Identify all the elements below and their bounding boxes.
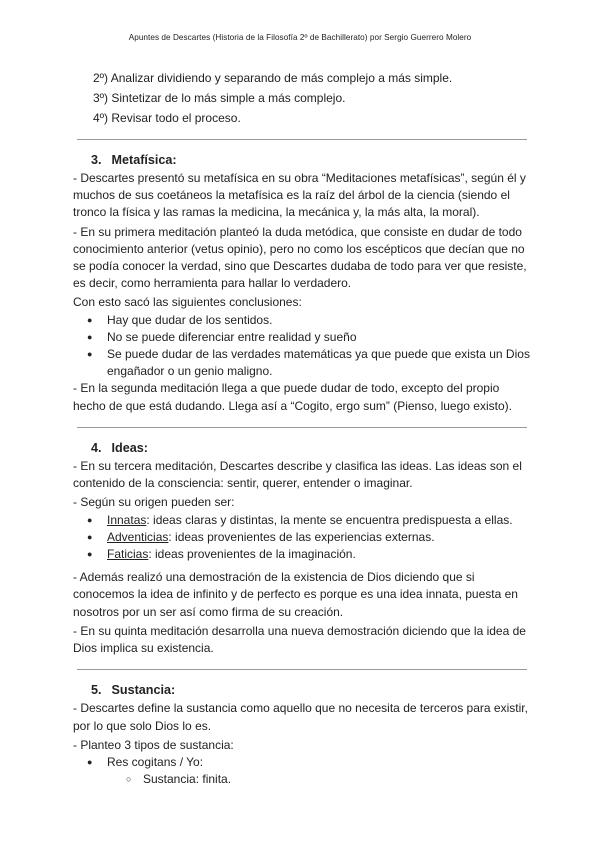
- list-item: ● No se puede diferenciar entre realidad y sueño: [73, 329, 533, 346]
- section-ideas: [73, 440, 533, 657]
- list-item: ● Hay que dudar de los sentidos.: [73, 312, 533, 329]
- page-header: Apuntes de Descartes (Historia de la Filosofía 2º de Bachillerato) por Sergio Guerrero Molero: [128, 33, 472, 42]
- document-body: [73, 70, 533, 789]
- list-item: [73, 546, 533, 563]
- paragraph: - En su quinta meditación desarrolla una nueva demostración diciendo que la idea de Dios implica su existencia.: [73, 623, 526, 656]
- list-item: ● Res cogitans / Yo:: [73, 754, 533, 771]
- step-2: 2º) Analizar dividiendo y separando de más complejo a más simple.: [93, 71, 453, 85]
- paragraph: - Descartes define la sustancia como aquello que no necesita de terceros para existir, por lo que solo Dios lo es.: [73, 701, 528, 733]
- list-item: ○ Sustancia: finita.: [73, 771, 533, 788]
- method-steps: [73, 70, 533, 127]
- section-heading: Sustancia:: [111, 683, 176, 698]
- list-item: [73, 529, 533, 546]
- section-metafisica: [73, 152, 533, 415]
- idea-description: : ideas provenientes de las experiencias externas.: [168, 529, 435, 544]
- paragraph: - Además realizó una demostración de la existencia de Dios diciendo que si conocemos la idea de infinito y de perfecto es porque es una idea innata, puesta en nosotros por un ser así como firma de su creación.: [73, 570, 518, 619]
- idea-types-list: [73, 512, 533, 564]
- step-4: 4º) Revisar todo el proceso.: [93, 110, 241, 125]
- section-divider: [77, 669, 527, 670]
- paragraph: - Descartes presentó su metafísica en su obra “Meditaciones metafísicas”, según él y muchos de sus coetáneos la metafísica es la raíz del árbol de la ciencia (siendo el tronco la física y las ramas la medicina, la mecánica y, la más alta, la moral).: [73, 171, 526, 220]
- idea-description: : ideas claras y distintas, la mente se encuentra predispuesta a ellas.: [146, 512, 513, 527]
- section-divider: [77, 139, 527, 140]
- idea-term: Innatas: [107, 512, 147, 527]
- substance-list: [73, 754, 533, 771]
- idea-term: Faticias: [107, 547, 149, 562]
- section-title: [73, 152, 533, 169]
- section-number: 4.: [91, 440, 102, 455]
- section-heading: Ideas:: [111, 440, 148, 455]
- section-title: [73, 682, 533, 699]
- section-sustancia: [73, 682, 533, 788]
- paragraph: - Según su origen pueden ser:: [73, 495, 235, 510]
- list-item: [73, 512, 533, 529]
- section-title: [73, 440, 533, 457]
- idea-term: Adventicias: [107, 529, 169, 544]
- paragraph: - En su tercera meditación, Descartes describe y clasifica las ideas. Las ideas son el contenido de la consciencia: sentir, querer, entender o imaginar.: [73, 459, 522, 491]
- paragraph: - Planteo 3 tipos de sustancia:: [73, 737, 234, 752]
- section-divider: [77, 427, 527, 428]
- paragraph: - En la segunda meditación llega a que puede dudar de todo, excepto del propio hecho de que está dudando. Llega así a “Cogito, ergo sum” (Pienso, luego existo).: [73, 381, 512, 413]
- section-number: 3.: [91, 152, 102, 167]
- paragraph: Con esto sacó las siguientes conclusiones:: [73, 295, 302, 310]
- idea-description: : ideas provenientes de la imaginación.: [148, 547, 356, 562]
- step-3: 3º) Sintetizar de lo más simple a más complejo.: [93, 90, 346, 105]
- list-item: ● Se puede dudar de las verdades matemáticas ya que puede que exista un Dios engañador o un genio maligno.: [73, 346, 533, 380]
- conclusions-list: [73, 312, 533, 381]
- section-number: 5.: [91, 683, 102, 698]
- section-heading: Metafísica:: [111, 152, 177, 167]
- substance-sublist: [73, 771, 533, 788]
- paragraph: - En su primera meditación planteó la duda metódica, que consiste en dudar de todo conocimiento anterior (vetus opinio), pero no como los escépticos que decían que no se podía conocer la verdad, sino que Descartes dudaba de todo para ver que resiste, es decir, como herramienta para hallar lo verdadero.: [73, 224, 527, 291]
